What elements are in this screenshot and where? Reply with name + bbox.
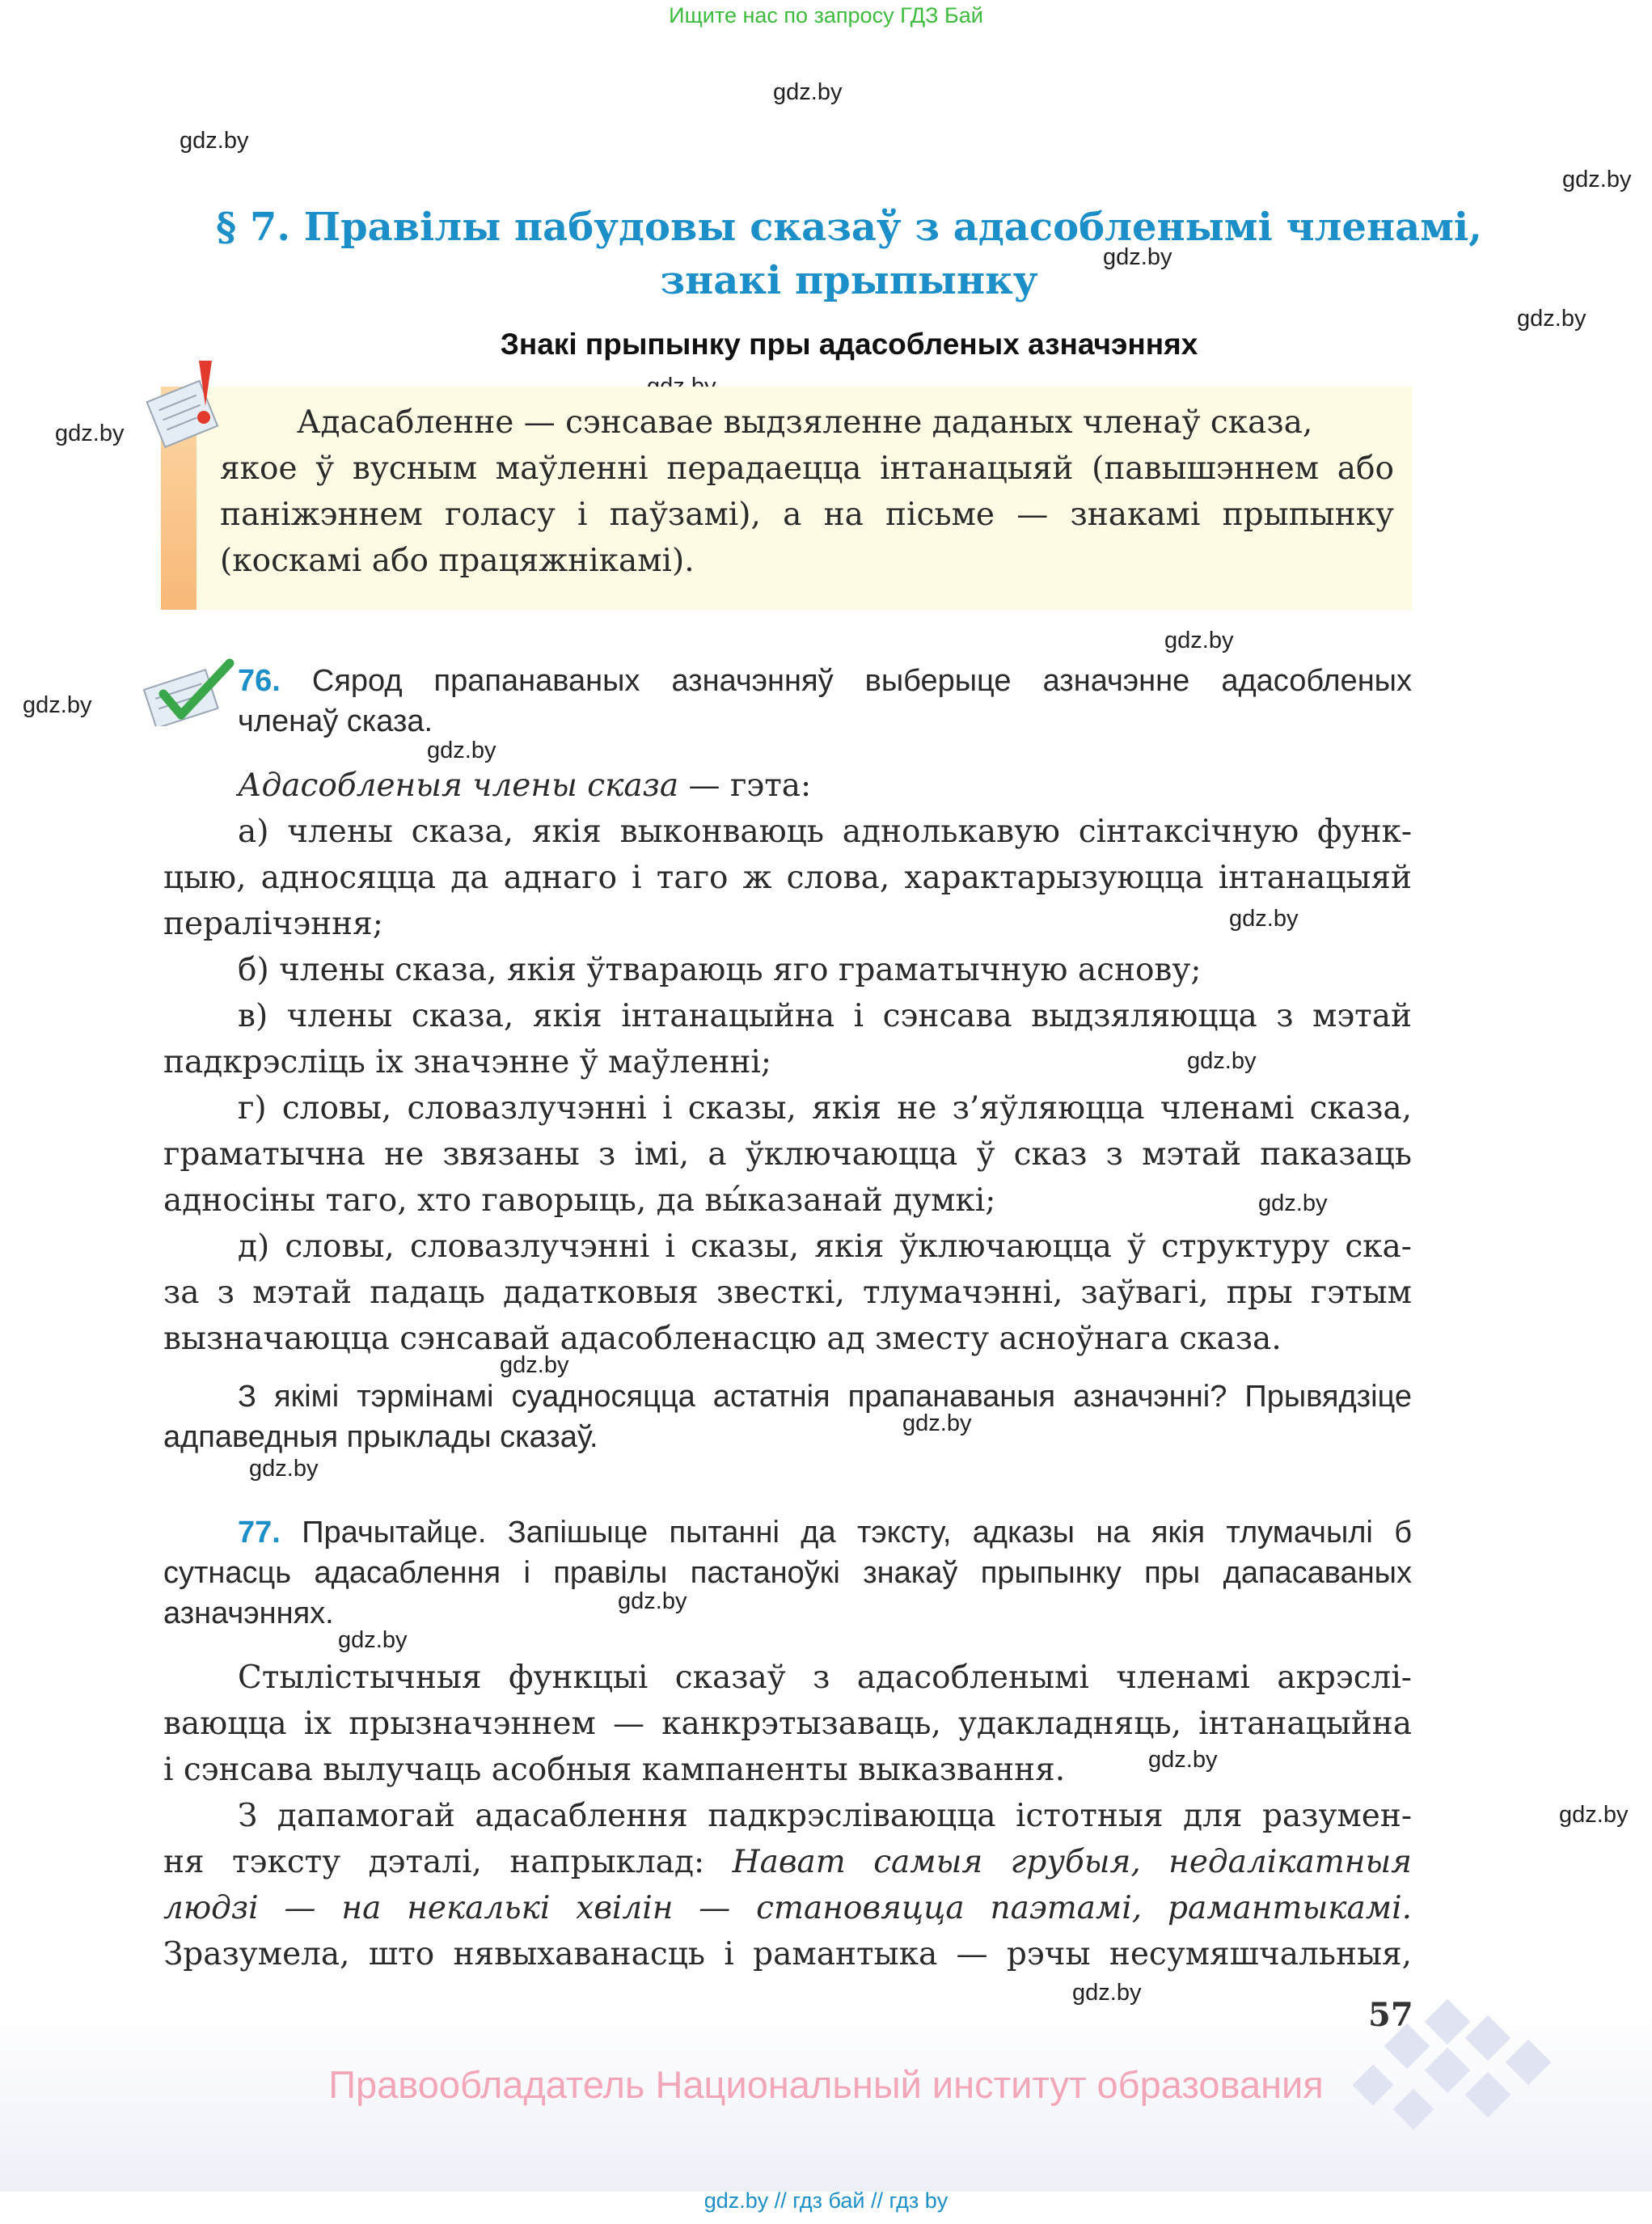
- definition-lead: [238, 763, 811, 809]
- watermark: gdz.by: [902, 1410, 972, 1436]
- top-banner[interactable]: Ищите нас по запросу ГДЗ Бай: [669, 3, 983, 27]
- checkmark-exercise-icon: [139, 653, 236, 729]
- option-line: падкрэсліць іх значэнне ў маўленні;: [163, 1044, 772, 1080]
- option-line: г) словы, словазлучэнні і сказы, якія не з’яўляюцца членамі сказа,: [238, 1090, 1412, 1127]
- copyright-notice: Правообладатель Национальный институт образования: [328, 2063, 1324, 2106]
- watermark: gdz.by: [1148, 1747, 1218, 1773]
- text-line: Зразумела, што нявыхаванасць і рамантыка — рэчы несумяшчальныя,: [163, 1936, 1412, 1972]
- exercise-task-text: Прачытайце. Запішыце пытанні да тэксту, адказы на якія тлумачылі б: [302, 1516, 1413, 1550]
- text-line: З дапамогай адасаблення падкрэсліваюцца істотныя для разумен-: [238, 1798, 1412, 1834]
- exercise-number: 77.: [238, 1516, 281, 1550]
- text-line: Стылістычныя функцыі сказаў з адасобленымі членамі акрэслі-: [238, 1660, 1412, 1696]
- text-line: [163, 1839, 1412, 1885]
- exercise-76-question: З якімі тэрмінамі суадносяцца астатнія прапанаваныя азначэнні? Прывядзіце: [238, 1380, 1412, 1414]
- subsection-title: Знакі прыпынку пры адасобленых азначэннях: [500, 328, 1198, 361]
- option-line: граматычна не звязаны з імі, а ўключаюцца ў сказ з мэтай паказаць: [163, 1136, 1412, 1173]
- example-italic: Нават самыя грубыя, недалікатныя: [732, 1844, 1413, 1880]
- option-line: в) члены сказа, якія інтанацыйна і сэнсава выдзяляюцца з мэтай: [238, 998, 1412, 1034]
- rule-text-line: Адасабленне — сэнсавае выдзяленне даданых членаў сказа,: [297, 404, 1313, 441]
- option-line: д) словы, словазлучэнні і сказы, якія ўключаюцца ў структуру ска-: [238, 1228, 1412, 1265]
- exercise-task-text: Сярод прапанаваных азначэнняў выберыце азначэнне адасобленых: [311, 664, 1412, 698]
- text-plain: ня тэксту дэталі, напрыклад:: [163, 1844, 733, 1880]
- watermark: gdz.by: [1229, 906, 1299, 932]
- watermark: gdz.by: [618, 1588, 687, 1614]
- rule-text-line: паніжэннем голасу і паўзамі), а на пісьме — знакамі прыпынку: [220, 497, 1394, 533]
- option-line: а) члены сказа, якія выконваюць аднолькавую сінтаксічную функ-: [238, 814, 1412, 850]
- watermark: gdz.by: [1562, 167, 1632, 192]
- watermark: gdz.by: [338, 1627, 408, 1653]
- text-line: і сэнсава вылучаць асобныя кампаненты выказвання.: [163, 1752, 1066, 1788]
- watermark: gdz.by: [1258, 1190, 1328, 1216]
- exercise-77-task-line: азначэннях.: [163, 1596, 334, 1630]
- watermark: gdz.by: [1559, 1802, 1629, 1828]
- option-line: цыю, адносяцца да аднаго і таго ж слова, характарызуюцца інтанацыяй: [163, 860, 1412, 896]
- option-line: за з мэтай падаць дадатковыя звесткі, тлумачэнні, заўвагі, пры гэтым: [163, 1275, 1412, 1311]
- term-rest: — гэта:: [678, 767, 812, 804]
- watermark: gdz.by: [773, 79, 843, 105]
- watermark: gdz.by: [427, 738, 496, 763]
- example-italic-line: людзі — на некалькі хвілін — становяцца паэтамі, рамантыкамі.: [163, 1890, 1412, 1926]
- watermark: gdz.by: [1187, 1048, 1257, 1074]
- section-title-line1: § 7. Правілы пабудовы сказаў з адасобленымі членамі,: [216, 205, 1482, 250]
- section-title-line2: знакі прыпынку: [660, 258, 1038, 303]
- watermark: gdz.by: [249, 1456, 319, 1482]
- watermark: gdz.by: [23, 692, 92, 718]
- watermark: gdz.by: [1103, 244, 1172, 270]
- option-line: адносіны таго, хто гаворыць, да вы́казанай думкі;: [163, 1182, 996, 1219]
- watermark: gdz.by: [1072, 1980, 1142, 2006]
- watermark: gdz.by: [1517, 306, 1587, 332]
- watermark: gdz.by: [55, 421, 125, 446]
- exercise-number: 76.: [238, 664, 281, 698]
- rule-text-line: (коскамі або працяжнікамі).: [220, 543, 695, 579]
- option-line: вызначаюцца сэнсавай адасобленасцю ад зместу асноўнага сказа.: [163, 1321, 1282, 1357]
- exercise-76-task-line: членаў сказа.: [238, 704, 433, 738]
- rule-text-line: якое ў вусным маўленні перадаецца інтанацыяй (павышэннем або: [220, 450, 1394, 487]
- exercise-76-task-line: [238, 661, 1412, 701]
- page-number: 57: [1368, 1996, 1413, 2034]
- exclamation-note-icon: [137, 356, 243, 456]
- exercise-77-task-line: [238, 1512, 1412, 1553]
- term-italic: Адасобленыя члены сказа: [238, 767, 679, 804]
- exercise-77-task-line: сутнасць адасаблення і правілы пастаноўкі знакаў прыпынку пры дапасаваных: [163, 1556, 1412, 1590]
- bottom-links[interactable]: gdz.by // гдз бай // гдз by: [703, 2188, 949, 2213]
- watermark: gdz.by: [180, 128, 249, 154]
- watermark: gdz.by: [500, 1352, 569, 1378]
- option-line: б) члены сказа, якія ўтвараюць яго граматычную аснову;: [238, 952, 1202, 988]
- watermark: gdz.by: [1164, 628, 1234, 653]
- option-line: пералічэння;: [163, 906, 383, 942]
- exercise-76-question: адпаведныя прыклады сказаў.: [163, 1420, 598, 1454]
- text-line: ваюцца іх прызначэннем — канкрэтызаваць, удакладняць, інтанацыйна: [163, 1706, 1412, 1742]
